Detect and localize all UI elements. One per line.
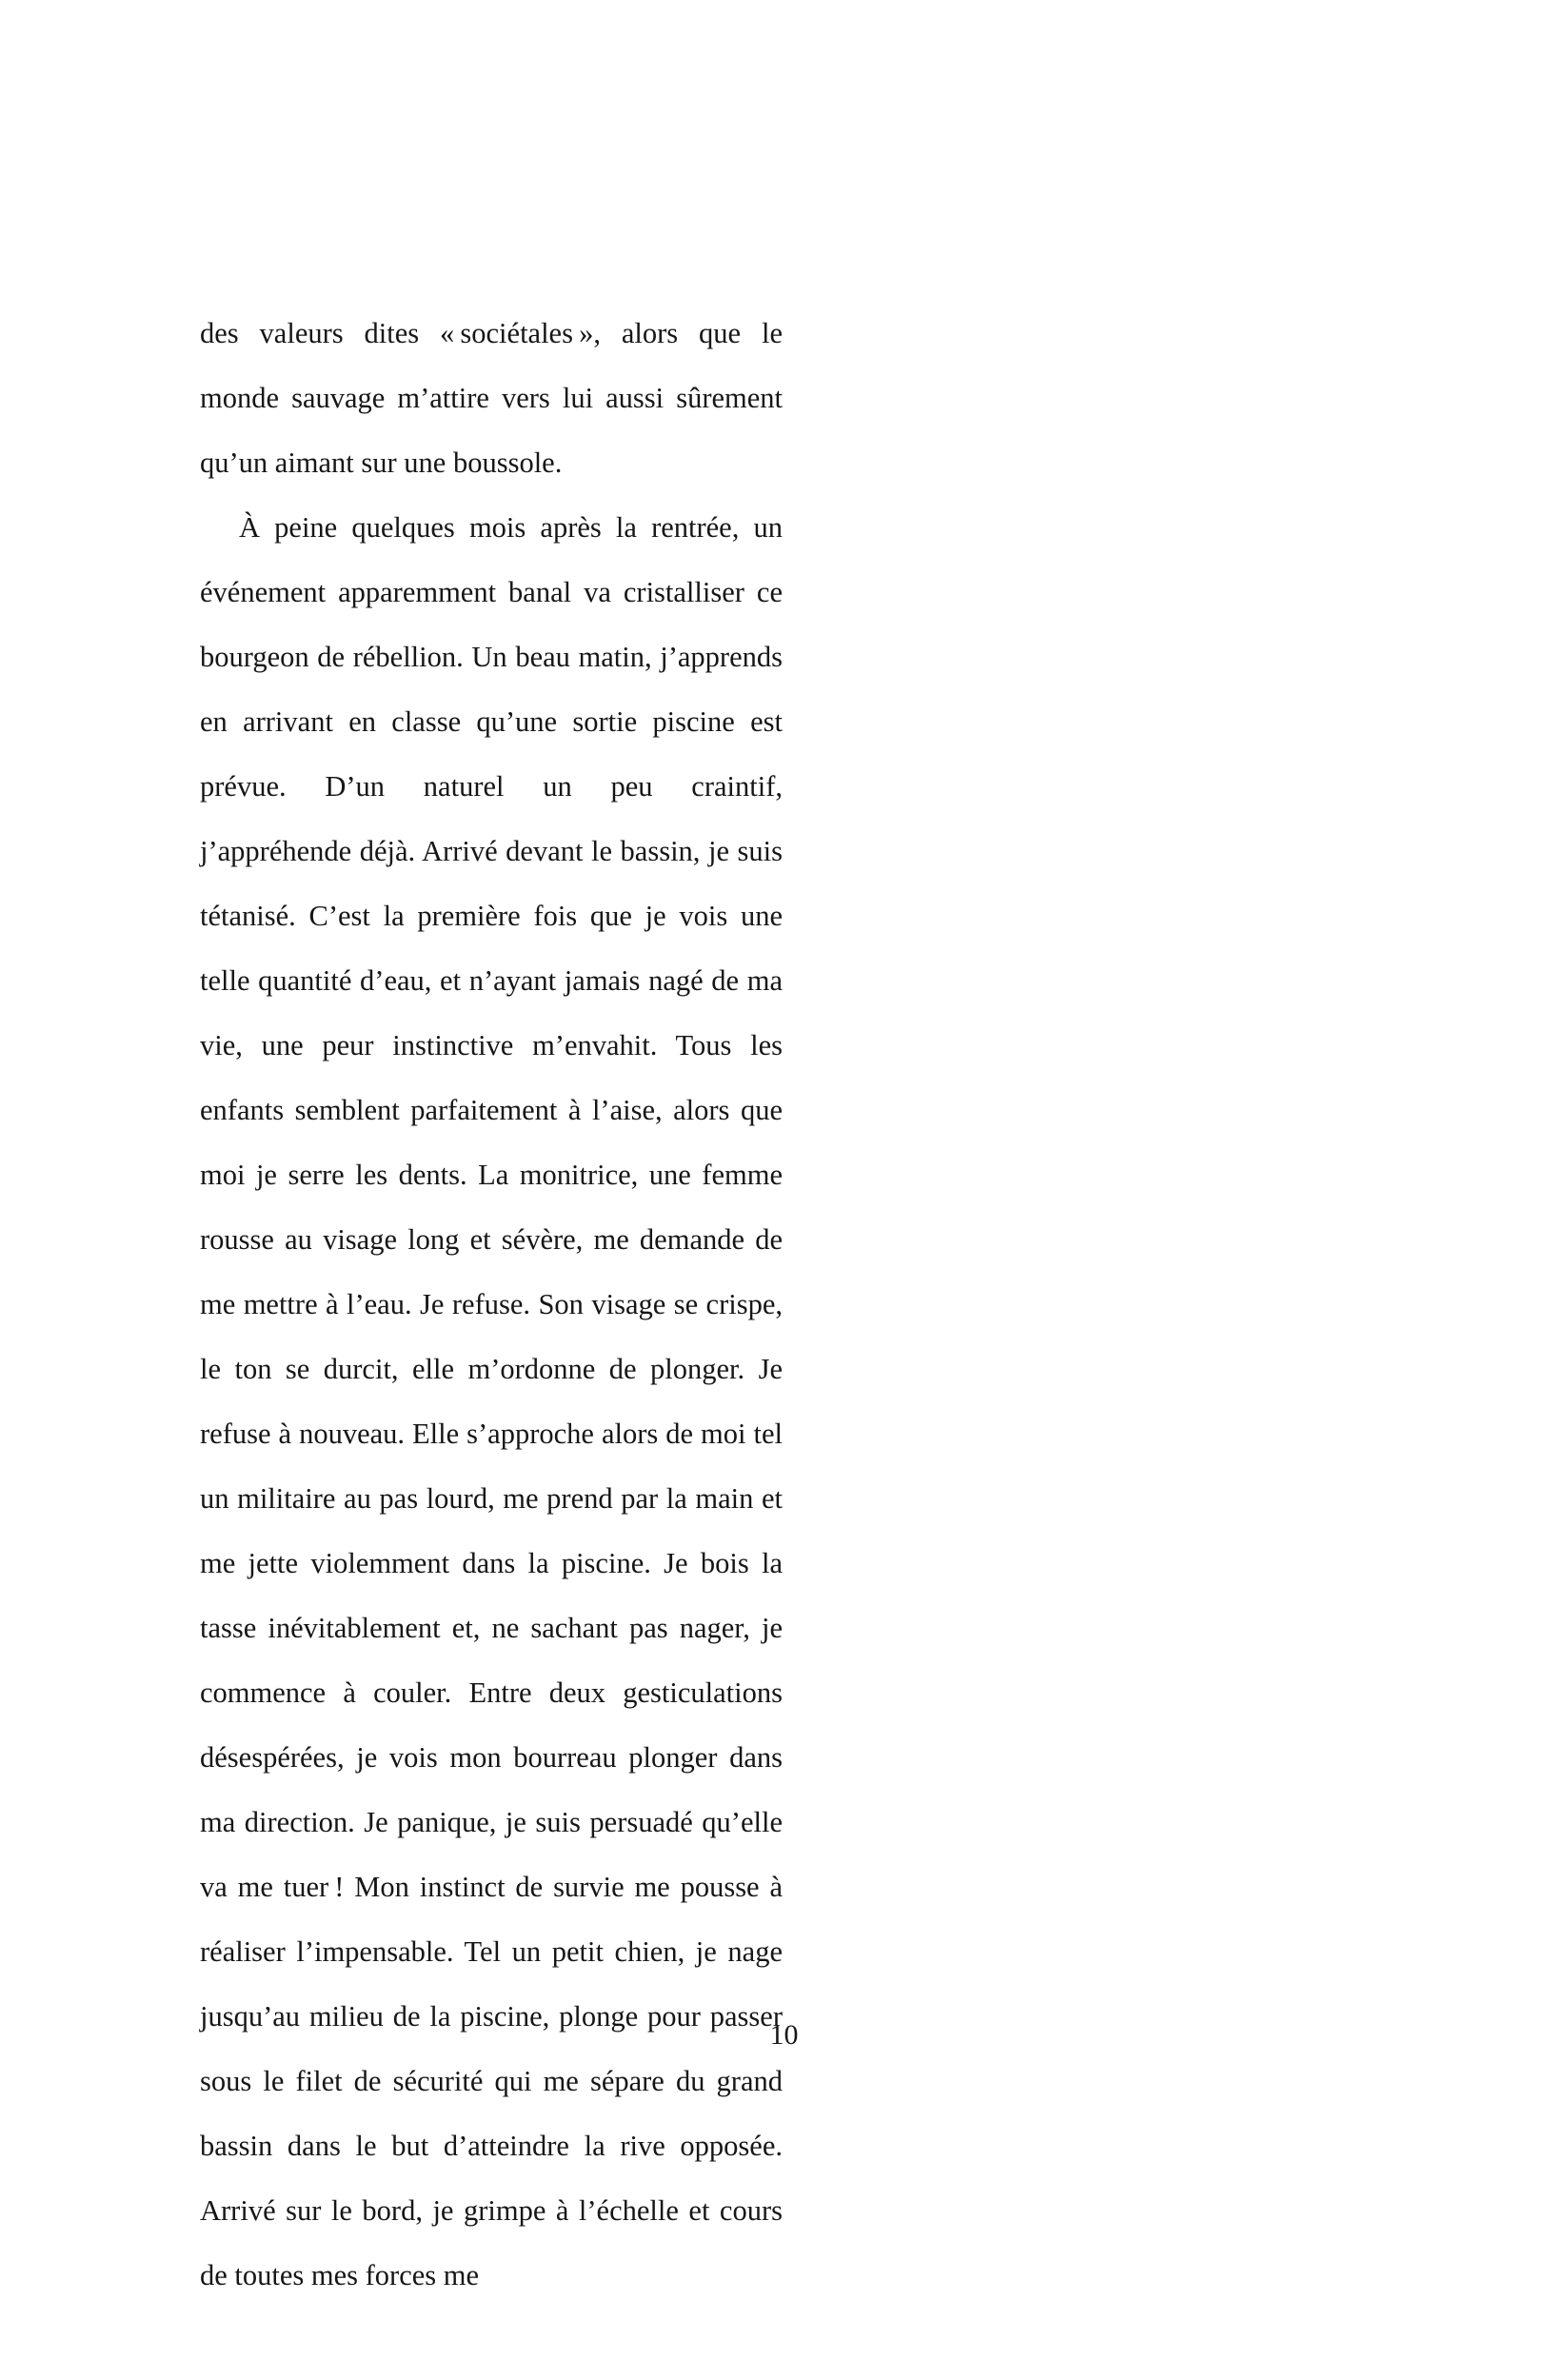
paragraph-1: des valeurs dites « sociétales », alors que le monde sauvage m’attire vers lui aussi sûrement qu’un aimant sur une boussole. [200,317,783,479]
paragraph-2: À peine quelques mois après la rentrée, un événement apparemment banal va cristalliser ce bourgeon de rébellion. Un beau matin, j’apprends en arrivant en classe qu’une sortie piscine est prévue. D’un naturel un peu craintif, j’appréhende déjà. Arrivé devant le bassin, je suis tétanisé. C’est la première fois que je vois une telle quantité d’eau, et n’ayant jamais nagé de ma vie, une peur instinctive m’envahit. Tous les enfants semblent parfaitement à l’aise, alors que moi je serre les dents. La monitrice, une femme rousse au visage long et sévère, me demande de me mettre à l’eau. Je refuse. Son visage se crispe, le ton se durcit, elle m’ordonne de plonger. Je refuse à nouveau. Elle s’approche alors de moi tel un militaire au pas lourd, me prend par la main et me jette violemment dans la piscine. Je bois la tasse inévitablement et, ne sachant pas nager, je commence à couler. Entre deux gesticulations désespérées, je vois mon bourreau plonger dans ma direction. Je panique, je suis persuadé qu’elle va me tuer ! Mon instinct de survie me pousse à réaliser l’impensable. Tel un petit chien, je nage jusqu’au milieu de la piscine, plonge pour passer sous le filet de sécurité qui me sépare du grand bassin dans le but d’atteindre la rive opposée. Arrivé sur le bord, je grimpe à l’échelle et cours de toutes mes forces me [200,511,783,2291]
page-body-text [200,301,783,2308]
page-number: 10 [769,2019,799,2051]
